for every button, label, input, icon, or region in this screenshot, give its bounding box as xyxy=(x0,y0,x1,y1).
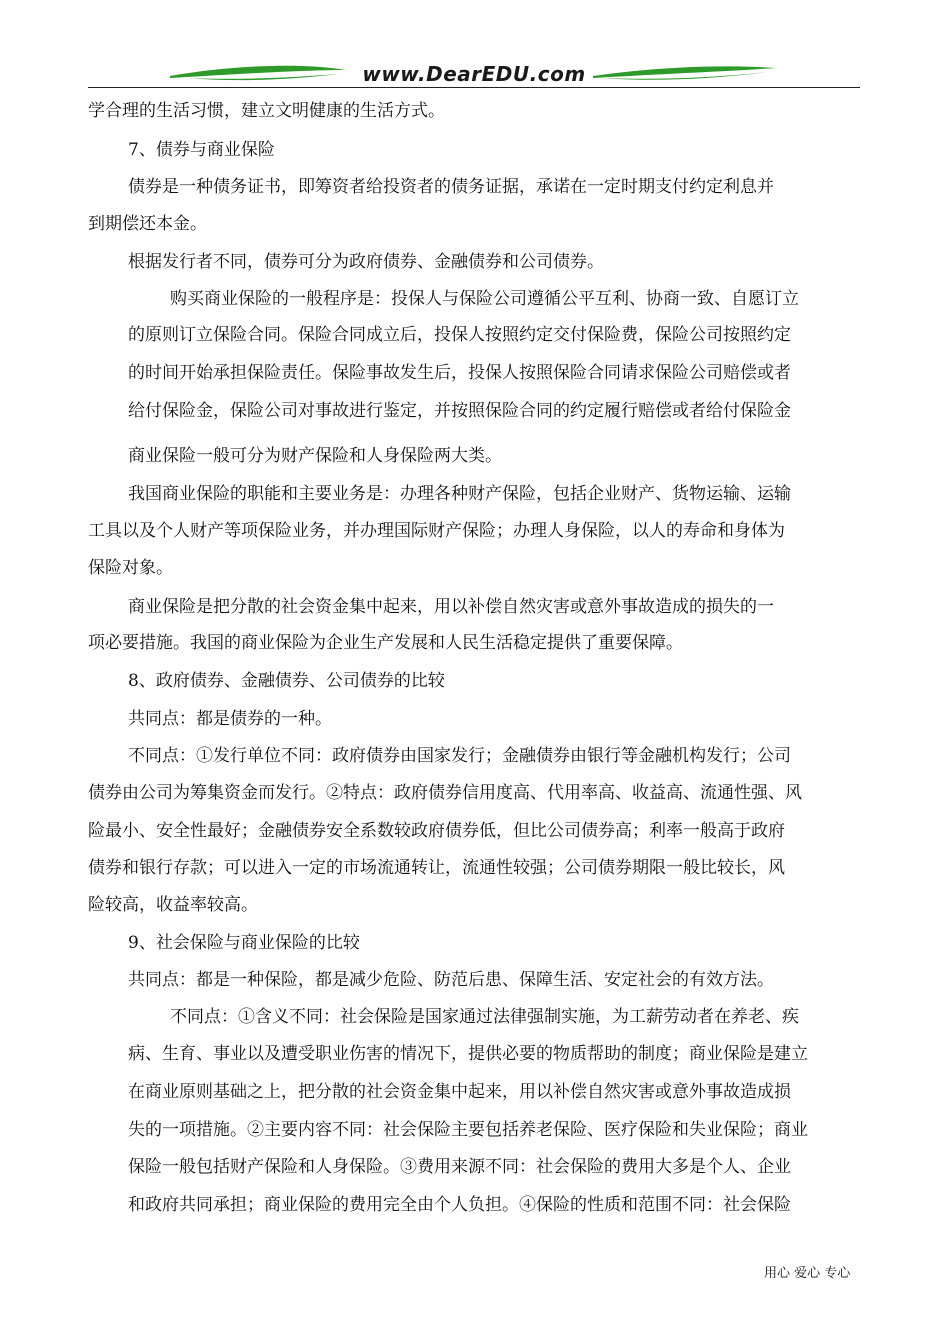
text-line: 项必要措施。我国的商业保险为企业生产发展和人民生活稳定提供了重要保障。 xyxy=(88,633,683,653)
text-line: 保险对象。 xyxy=(88,558,173,578)
text-line: 和政府共同承担；商业保险的费用完全由个人负担。④保险的性质和范围不同：社会保险 xyxy=(128,1195,791,1215)
text-line: 债券是一种债务证书，即筹资者给投资者的债务证据，承诺在一定时期支付约定利息并 xyxy=(128,177,774,197)
text-line: 失的一项措施。②主要内容不同：社会保险主要包括养老保险、医疗保险和失业保险；商业 xyxy=(128,1120,808,1140)
section-heading: 9、社会保险与商业保险的比较 xyxy=(128,933,360,953)
text-line: 债券和银行存款；可以进入一定的市场流通转让，流通性较强；公司债券期限一般比较长，风 xyxy=(88,858,785,878)
text-line: 学合理的生活习惯，建立文明健康的生活方式。 xyxy=(88,101,445,121)
text-line: 在商业原则基础之上，把分散的社会资金集中起来，用以补偿自然灾害或意外事故造成损 xyxy=(128,1082,791,1102)
section-heading: 8、政府债券、金融债券、公司债券的比较 xyxy=(128,671,445,691)
page-footer: 用心 爱心 专心 xyxy=(764,1266,851,1281)
text-line: 的时间开始承担保险责任。保险事故发生后，投保人按照保险合同请求保险公司赔偿或者 xyxy=(128,363,791,383)
text-line: 根据发行者不同，债券可分为政府债券、金融债券和公司债券。 xyxy=(128,252,604,272)
section-heading: 7、债券与商业保险 xyxy=(128,140,275,160)
page-header xyxy=(88,56,860,92)
text-line: 保险一般包括财产保险和人身保险。③费用来源不同：社会保险的费用大多是个人、企业 xyxy=(128,1157,791,1177)
text-line: 共同点：都是一种保险，都是减少危险、防范后患、保障生活、安定社会的有效方法。 xyxy=(128,970,774,990)
text-line: 购买商业保险的一般程序是：投保人与保险公司遵循公平互利、协商一致、自愿订立 xyxy=(170,289,799,309)
text-line: 不同点：①含义不同：社会保险是国家通过法律强制实施，为工薪劳动者在养老、疾 xyxy=(170,1007,799,1027)
text-line: 病、生育、事业以及遭受职业伤害的情况下，提供必要的物质帮助的制度；商业保险是建立 xyxy=(128,1044,808,1064)
text-line: 商业保险是把分散的社会资金集中起来，用以补偿自然灾害或意外事故造成的损失的一 xyxy=(128,597,774,617)
text-line: 到期偿还本金。 xyxy=(88,214,207,234)
text-line: 的原则订立保险合同。保险合同成立后，投保人按照约定交付保险费，保险公司按照约定 xyxy=(128,325,791,345)
text-line: 险最小、安全性最好；金融债券安全系数较政府债券低，但比公司债券高；利率一般高于政府 xyxy=(88,821,785,841)
text-line: 商业保险一般可分为财产保险和人身保险两大类。 xyxy=(128,446,502,466)
text-line: 险较高，收益率较高。 xyxy=(88,895,258,915)
text-line: 我国商业保险的职能和主要业务是：办理各种财产保险，包括企业财产、货物运输、运输 xyxy=(128,484,791,504)
text-line: 工具以及个人财产等项保险业务，并办理国际财产保险；办理人身保险，以人的寿命和身体为 xyxy=(88,521,785,541)
text-line: 给付保险金，保险公司对事故进行鉴定，并按照保险合同的约定履行赔偿或者给付保险金 xyxy=(128,401,791,421)
text-line: 不同点：①发行单位不同：政府债券由国家发行；金融债券由银行等金融机构发行；公司 xyxy=(128,746,791,766)
header-rule xyxy=(88,87,860,88)
text-line: 共同点：都是债券的一种。 xyxy=(128,709,332,729)
text-line: 债券由公司为筹集资金而发行。②特点：政府债券信用度高、代用率高、收益高、流通性强、风 xyxy=(88,783,802,803)
logo-text: www.DearEDU.com xyxy=(362,62,586,86)
